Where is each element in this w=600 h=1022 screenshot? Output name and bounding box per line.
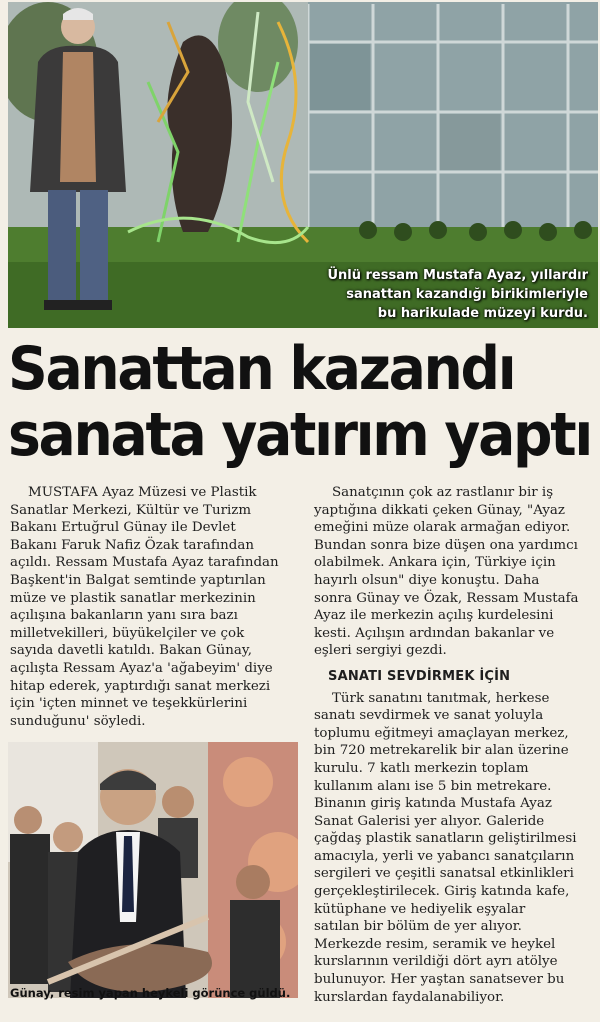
text-line: MUSTAFA Ayaz Müzesi ve Plastik [28, 485, 257, 500]
text-line: satılan bir bölüm de yer alıyor. [314, 919, 522, 935]
caption-line: Ünlü ressam Mustafa Ayaz, yıllardır [327, 268, 588, 283]
text-line: Binanın giriş katında Mustafa Ayaz [314, 796, 552, 812]
text-line: bin 720 metrekarelik bir alan üzerine [314, 743, 569, 759]
text-line: müze ve plastik sanatlar merkezinin [10, 590, 256, 606]
text-line: sonra Günay ve Özak, Ressam Mustafa [314, 590, 579, 606]
top-photo-caption [288, 266, 588, 323]
text-line: Türk sanatını tanıtmak, herkese [332, 690, 550, 706]
text-line: bulunuyor. Her yaştan sanatsever bu [314, 972, 565, 988]
text-line: kütüphane ve hediyelik eşyalar [314, 901, 526, 917]
text-line: Bakanı Ertuğrul Günay ile Devlet [10, 520, 236, 536]
text-line: Sanatlar Merkezi, Kültür ve Turizm [10, 502, 252, 518]
text-line: sunduğunu' söyledi. [10, 713, 146, 729]
text-line: olabilmek. Ankara için, Türkiye için [314, 555, 556, 571]
headline-line-2: sanata yatırım yaptı [8, 400, 591, 470]
caption-line: bu harikulade müzeyi kurdu. [377, 306, 588, 321]
caption-line: sanattan kazandığı birikimleriyle [346, 287, 588, 302]
text-line: emeğini müze olarak armağan ediyor. [314, 520, 571, 536]
text-line: yaptığına dikkati çeken Günay, "Ayaz [314, 502, 565, 518]
text-line: sayıda davetli katıldı. Bakan Günay, [10, 643, 252, 659]
article-headline [8, 336, 598, 468]
text-line: kesti. Açılışın ardından bakanlar ve [314, 625, 555, 641]
text-line: Başkent'in Balgat semtinde yaptırılan [10, 572, 266, 588]
text-line: amacıyla, yerli ve yabancı sanatçıların [314, 848, 575, 864]
text-line: Bakanı Faruk Nafiz Özak tarafından [10, 537, 254, 553]
paragraph [314, 690, 592, 708]
gunay-photo-illustration [8, 742, 298, 998]
section-subhead: SANATI SEVDİRMEK İÇİN [328, 668, 511, 684]
bottom-photo-caption: Günay, resim yapan heykeli görünce güldü. [10, 986, 291, 1000]
text-line: kurslarının verildiği dört ayrı atölye [314, 954, 558, 970]
text-line: çağdaş plastik sanatların geliştirilmesi [314, 831, 577, 847]
text-line: açılışta Ressam Ayaz'a 'ağabeyim' diye [10, 660, 273, 676]
text-line: sergileri ve çeşitli sanatsal etkinlikleri [314, 866, 574, 882]
headline-line-1: Sanattan kazandı [8, 334, 515, 404]
text-line: kurulu. 7 katlı merkezin toplam [314, 760, 529, 776]
text-line: Ayaz ile merkezin açılış kurdelesini [314, 608, 554, 624]
paragraph [314, 484, 592, 502]
text-line: hitap ederek, yaptırdığı sanat merkezi [10, 678, 271, 694]
text-line: Bundan sonra bize düşen ona yardımcı [314, 537, 578, 553]
article-column-left [10, 484, 286, 730]
text-line: açılışına bakanların yanı sıra bazı [10, 608, 238, 624]
text-line: için 'içten minnet ve teşekkürlerini [10, 696, 248, 712]
gunay-laughing-photo [8, 742, 298, 998]
text-line: toplumu eğitmeyi amaçlayan merkez, [314, 725, 569, 741]
text-line: sanatı sevdirmek ve sanat yoluyla [314, 708, 544, 724]
paragraph [10, 484, 286, 502]
text-line: Merkezde resim, seramik ve heykel [314, 936, 556, 952]
text-line: Sanat Galerisi yer alıyor. Galeride [314, 813, 545, 829]
text-line: Sanatçının çok az rastlanır bir iş [332, 485, 554, 500]
museum-opening-photo [8, 2, 598, 328]
article-column-right [314, 484, 592, 1006]
text-line: eşleri sergiyi gezdi. [314, 643, 447, 659]
text-line: gerçekleştirilecek. Giriş katında kafe, [314, 884, 570, 900]
text-line: kurslardan faydalanabiliyor. [314, 989, 505, 1005]
text-line: hayırlı olsun" diye konuştu. Daha [314, 572, 540, 588]
text-line: milletvekilleri, büyükelçiler ve çok [10, 625, 245, 641]
text-line: açıldı. Ressam Mustafa Ayaz tarafından [10, 555, 279, 571]
text-line: kullanım alanı ise 5 bin metrekare. [314, 778, 552, 794]
